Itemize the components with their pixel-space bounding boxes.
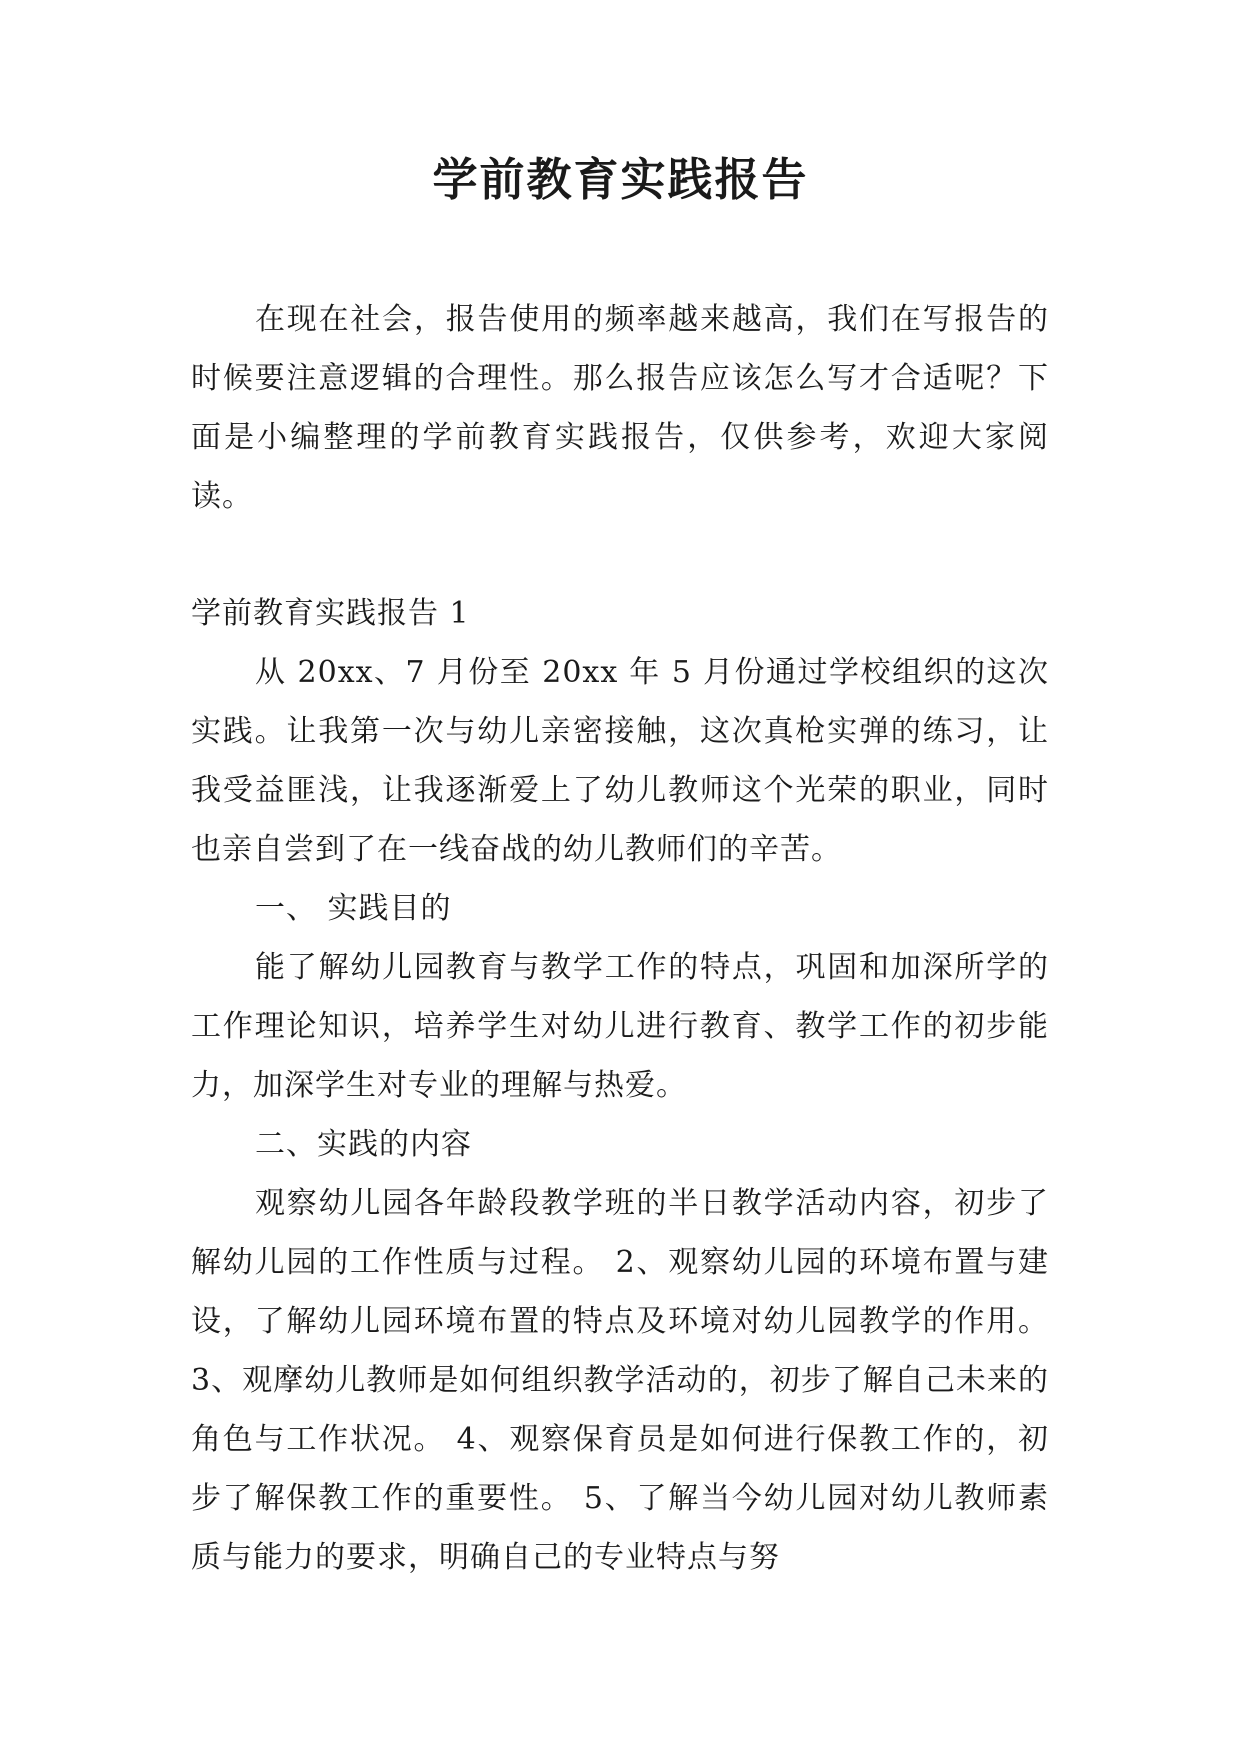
document-title: 学前教育实践报告 <box>432 153 809 206</box>
heading-practice-purpose: 一、 实践目的 <box>255 891 452 926</box>
paragraph-1: 从 20xx、7 月份至 20xx 年 5 月份通过学校组织的这次实践。让我第一次与幼儿亲密接触，这次真枪实弹的练习，让我受益匪浅，让我逐渐爱上了幼儿教师这个光荣的职业，同时也亲自尝到了在一线奋战的幼儿教师们的辛苦。 <box>191 655 1049 867</box>
paragraph-3: 观察幼儿园各年龄段教学班的半日教学活动内容，初步了解幼儿园的工作性质与过程。 2、观察幼儿园的环境布置与建设，了解幼儿园环境布置的特点及环境对幼儿园教学的作用。 3、观摩幼儿教师是如何组织教学活动的，初步了解自己未来的角色与工作状况。 4、观察保育员是如何进行保教工作的，初步了解保教工作的重要性。 5、了解当今幼儿园对幼儿教师素质与能力的要求，明确自己的专业特点与努 <box>191 1186 1049 1575</box>
section-heading: 学前教育实践报告 1 <box>191 596 470 631</box>
paragraph-2: 能了解幼儿园教育与教学工作的特点，巩固和加深所学的工作理论知识，培养学生对幼儿进行教育、教学工作的初步能力，加深学生对专业的理解与热爱。 <box>191 950 1049 1103</box>
intro-paragraph: 在现在社会，报告使用的频率越来越高，我们在写报告的时候要注意逻辑的合理性。那么报告应该怎么写才合适呢？下面是小编整理的学前教育实践报告，仅供参考，欢迎大家阅读。 <box>191 302 1049 514</box>
heading-practice-content: 二、实践的内容 <box>255 1127 472 1162</box>
document-body <box>191 290 1049 1587</box>
